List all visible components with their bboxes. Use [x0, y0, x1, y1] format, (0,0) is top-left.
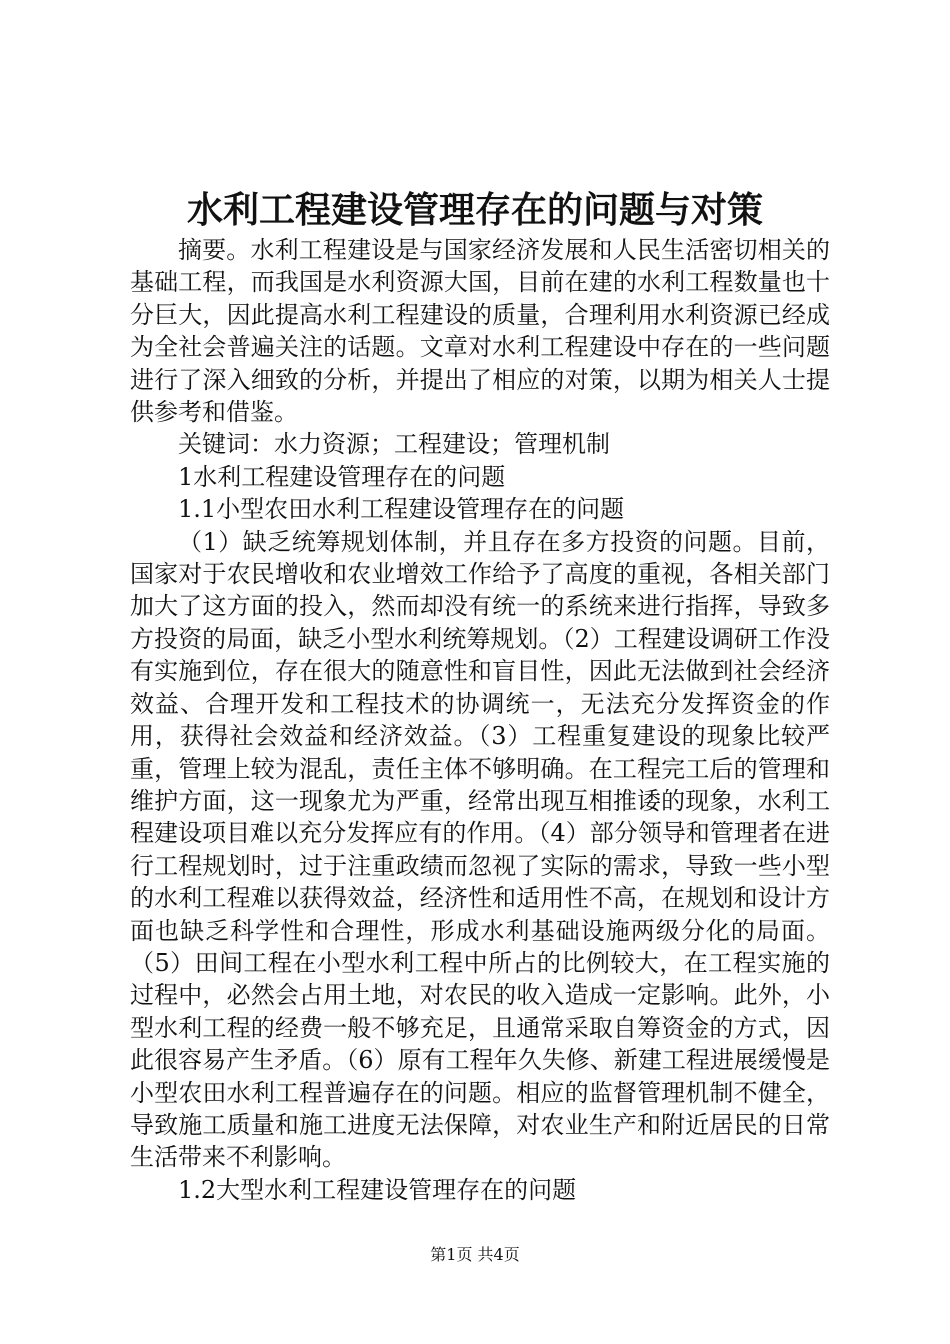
document-title: 水利工程建设管理存在的问题与对策	[186, 189, 763, 231]
abstract-paragraph: 摘要。水利工程建设是与国家经济发展和人民生活密切相关的基础工程，而我国是水利资源大国，目前在建的水利工程数量也十分巨大，因此提高水利工程建设的质量，合理利用水利资源已经成为全社会普遍关注的话题。文章对水利工程建设中存在的一些问题进行了深入细致的分析，并提出了相应的对策，以期为相关人士提供参考和借鉴。	[130, 236, 830, 427]
subsection-heading-1-2: 1.2大型水利工程建设管理存在的问题	[178, 1175, 577, 1204]
body-paragraph-problems: （1）缺乏统筹规划体制，并且存在多方投资的问题。目前，国家对于农民增收和农业增效工作给予了高度的重视，各相关部门加大了这方面的投入，然而却没有统一的系统来进行指挥，导致多方投资的局面，缺乏小型水利统筹规划。（2）工程建设调研工作没有实施到位，存在很大的随意性和盲目性，因此无法做到社会经济效益、合理开发和工程技术的协调统一，无法充分发挥资金的作用，获得社会效益和经济效益。（3）工程重复建设的现象比较严重，管理上较为混乱，责任主体不够明确。在工程完工后的管理和维护方面，这一现象尤为严重，经常出现互相推诿的现象，水利工程建设项目难以充分发挥应有的作用。（4）部分领导和管理者在进行工程规划时，过于注重政绩而忽视了实际的需求，导致一些小型的水利工程难以获得效益，经济性和适用性不高，在规划和设计方面也缺乏科学性和合理性，形成水利基础设施两级分化的局面。（5）田间工程在小型水利工程中所占的比例较大，在工程实施的过程中，必然会占用土地，对农民的收入造成一定影响。此外，小型水利工程的经费一般不够充足，且通常采取自筹资金的方式，因此很容易产生矛盾。（6）原有工程年久失修、新建工程进展缓慢是小型农田水利工程普遍存在的问题。相应的监督管理机制不健全，导致施工质量和施工进度无法保障，对农业生产和附近居民的日常生活带来不利影响。	[130, 527, 830, 1172]
section-heading-1: 1水利工程建设管理存在的问题	[178, 462, 506, 491]
document-body	[130, 234, 830, 1206]
keywords-paragraph: 关键词：水力资源；工程建设；管理机制	[178, 430, 610, 459]
page-footer: 第1页 共4页	[430, 1245, 520, 1264]
subsection-heading-1-1: 1.1小型农田水利工程建设管理存在的问题	[178, 495, 625, 524]
